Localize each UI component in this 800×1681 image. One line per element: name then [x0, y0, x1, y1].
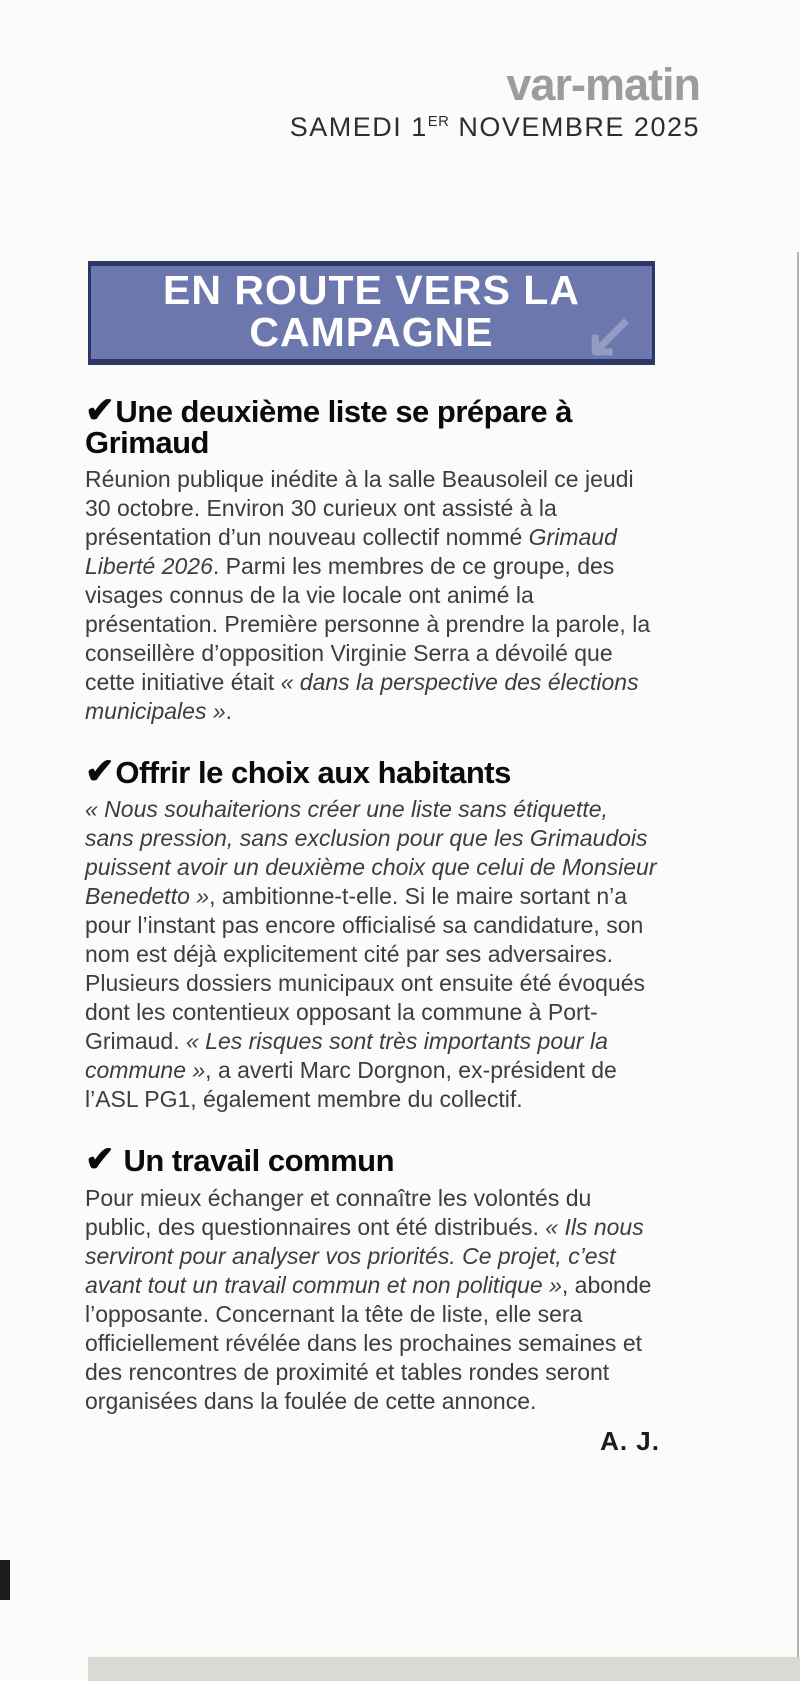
newspaper-brand: var-matin — [506, 59, 700, 110]
paragraph: Réunion publique inédite à la salle Beausoleil ce jeudi 30 octobre. Environ 30 curieux ont assisté à la présentation d’un nouveau collectif nommé Grimaud Liberté 2026. Parmi les membres de ce groupe, des visages connus de la vie locale ont animé la présentation. Première personne à prendre la parole, la conseillère d’opposition Virginie Serra a dévoilé que cette initiative était « dans la perspective des élections municipales ». — [85, 465, 651, 724]
check-icon: ✔ — [85, 1139, 115, 1180]
section-heading: ✔Une deuxième liste se prépare à Grimaud — [85, 390, 572, 461]
author-initials: A. J. — [600, 1426, 660, 1457]
check-icon: ✔ — [85, 750, 115, 791]
arrow-down-left-icon: ↙ — [584, 301, 636, 371]
article-body — [85, 390, 660, 1457]
issue-date — [0, 113, 700, 143]
banner-line-1: EN ROUTE VERS LA — [163, 266, 580, 313]
date-suffix: NOVEMBRE 2025 — [449, 112, 700, 142]
article-sections — [85, 390, 660, 1416]
banner-title — [91, 266, 652, 355]
page-edge-line — [797, 252, 799, 1681]
page-bottom-strip — [88, 1657, 800, 1681]
masthead — [0, 0, 800, 143]
section-banner — [88, 261, 655, 371]
section-heading: ✔ Un travail commun — [85, 1139, 395, 1180]
banner-line-2: CAMPAGNE — [249, 308, 494, 355]
check-icon: ✔ — [85, 390, 115, 431]
section-heading: ✔Offrir le choix aux habitants — [85, 750, 511, 791]
paragraph: « Nous souhaiterions créer une liste sans étiquette, sans pression, sans exclusion pour que les Grimaudois puissent avoir un deuxième choix que celui de Monsieur Benedetto », ambitionne-t-elle. Si le maire sortant n’a pour l’instant pas encore officialisé sa candidature, son nom est déjà explicitement cité par ses adversaires. Plusieurs dossiers municipaux ont ensuite été évoqués dont les contentieux opposant la commune à Port-Grimaud. « Les risques sont très importants pour la commune », a averti Marc Dorgnon, ex-président de l’ASL PG1, également membre du collectif. — [85, 796, 657, 1113]
date-prefix: SAMEDI 1 — [289, 112, 428, 142]
scan-corner-mark — [0, 1560, 10, 1600]
paragraph: Pour mieux échanger et connaître les volontés du public, des questionnaires ont été distribués. « Ils nous serviront pour analyser vos priorités. Ce projet, c’est avant tout un travail commun et non politique », abonde l’opposante. Concernant la tête de liste, elle sera officiellement révélée dans les prochaines semaines et des rencontres de proximité et tables rondes seront organisées dans la foulée de cette annonce. — [85, 1185, 652, 1415]
date-ordinal: ER — [427, 114, 450, 130]
